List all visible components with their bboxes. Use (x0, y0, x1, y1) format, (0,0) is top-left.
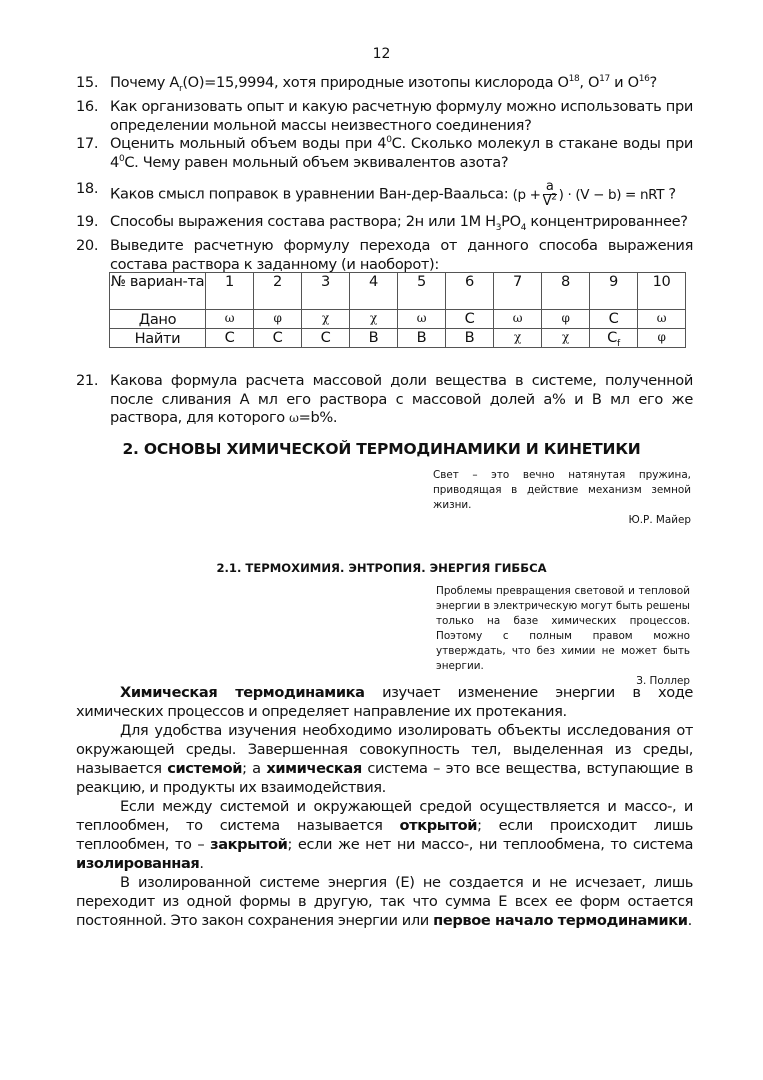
table-header-cell: 4 (350, 273, 398, 310)
question-15 (76, 74, 693, 93)
paragraph: Для удобства изучения необходимо изолировать объекты исследования от окружающей среды. Завершенная совокупность тел, выделенная из среды, называется системой; а химическая система – это все вещества, вступающие в реакцию, и продукты их взаимодействия. (76, 722, 693, 796)
table-row (110, 329, 686, 348)
table-cell: ω (398, 310, 446, 329)
table-header-cell: 1 (206, 273, 254, 310)
table-header-label: № вариан-та (110, 273, 206, 310)
page-number: 12 (372, 46, 391, 62)
table-header-cell: 7 (494, 273, 542, 310)
question-16 (76, 98, 693, 135)
question-text: Оценить мольный объем воды при $4^0С$. Сколько молекул в стакане воды при $4^0С$. Чему равен мольный объем эквивалентов азота? (110, 135, 693, 171)
question-17 (76, 135, 693, 172)
question-19 (76, 213, 693, 232)
question-text: Способы выражения состава раствора; 2н или 1М $H_3PO_4$ концентрированнее? (110, 213, 688, 233)
question-text: Почему $A_r(O)=15,9994$, хотя природные изотопы кислорода $O^{18}$, $O^{17}$ и $O^{16}$? (110, 74, 657, 94)
section-title: 2. ОСНОВЫ ХИМИЧЕСКОЙ ТЕРМОДИНАМИКИ И КИНЕТИКИ (122, 440, 641, 458)
table-cell: χ (302, 310, 350, 329)
table-cell: B (446, 329, 494, 348)
table-cell: C (206, 329, 254, 348)
question-text: Каков смысл поправок в уравнении Ван-дер-Ваальса: (p + $\frac{a}{V^2}$ ) · (V − b) = nRT ? (110, 179, 676, 209)
table-header-cell: 2 (254, 273, 302, 310)
table-cell: ω (494, 310, 542, 329)
epigraph-author: З. Поллер (636, 675, 690, 687)
table-header-cell: 6 (446, 273, 494, 310)
table-header-cell: 9 (590, 273, 638, 310)
row-label: Найти (110, 329, 206, 348)
epigraph-author: Ю.Р. Майер (628, 514, 691, 526)
question-number: 15. (76, 74, 99, 91)
table-header-cell: 5 (398, 273, 446, 310)
table-cell: $C_f$ (590, 329, 638, 348)
question-text: Какова формула расчета массовой доли вещества в системе, полученной после сливания А мл его раствора с массовой долей a% и В мл его же раствора, для которого ω=b%. (110, 372, 693, 426)
paragraph: В изолированной системе энергия (Е) не создается и не исчезает, лишь переходит из одной формы в другую, так что сумма Е всех ее форм остается постоянной. Это закон сохранения энергии или первое начало термодинамики. (76, 874, 693, 929)
body-text (76, 683, 693, 930)
section-epigraph (433, 468, 691, 528)
table-row (110, 310, 686, 329)
table-cell: φ (542, 310, 590, 329)
table-cell: χ (350, 310, 398, 329)
question-number: 18. (76, 180, 99, 197)
paragraph: Химическая термодинамика изучает изменение энергии в ходе химических процессов и определяет направление их протекания. (76, 684, 693, 720)
table-header-row (110, 273, 686, 310)
table-cell: C (302, 329, 350, 348)
table-cell: φ (254, 310, 302, 329)
table-header-cell: 8 (542, 273, 590, 310)
table-cell: B (350, 329, 398, 348)
subsection-epigraph (436, 584, 690, 689)
question-number: 16. (76, 98, 99, 115)
table-cell: B (398, 329, 446, 348)
van-der-waals-formula: (p + $\frac{a}{V^2}$ ) · (V − b) = nRT (512, 179, 665, 209)
epigraph-text: Проблемы превращения световой и тепловой энергии в электрическую могут быть решены только на базе химических процессов. Поэтому с полным правом можно утверждать, что без химии не может быть энергии. (436, 585, 690, 672)
variant-table (109, 272, 686, 348)
table-cell: χ (542, 329, 590, 348)
table-cell: ω (206, 310, 254, 329)
table-cell: C (446, 310, 494, 329)
table-cell: φ (638, 329, 686, 348)
question-number: 17. (76, 135, 99, 152)
question-21 (76, 372, 693, 428)
subsection-title: 2.1. ТЕРМОХИМИЯ. ЭНТРОПИЯ. ЭНЕРГИЯ ГИББСА (216, 561, 547, 575)
question-number: 20. (76, 237, 99, 254)
table-cell: C (590, 310, 638, 329)
table-cell: χ (494, 329, 542, 348)
epigraph-text: Свет – это вечно натянутая пружина, приводящая в действие механизм земной жизни. (433, 469, 691, 511)
question-text: Как организовать опыт и какую расчетную формулу можно использовать при определении мольной массы неизвестного соединения? (110, 98, 693, 134)
table-header-cell: 10 (638, 273, 686, 310)
table-cell: C (254, 329, 302, 348)
question-number: 19. (76, 213, 99, 230)
table-cell: ω (638, 310, 686, 329)
question-20 (76, 237, 693, 274)
question-18 (76, 180, 693, 209)
question-text: Выведите расчетную формулу перехода от данного способа выражения состава раствора к заданному (и наоборот): (110, 237, 693, 273)
table-header-cell: 3 (302, 273, 350, 310)
question-number: 21. (76, 372, 99, 389)
paragraph: Если между системой и окружающей средой осуществляется и массо-, и теплообмен, то система называется открытой; если происходит лишь теплообмен, то – закрытой; если же нет ни массо-, ни теплообмена, то система изолированная. (76, 798, 694, 872)
row-label: Дано (110, 310, 206, 329)
